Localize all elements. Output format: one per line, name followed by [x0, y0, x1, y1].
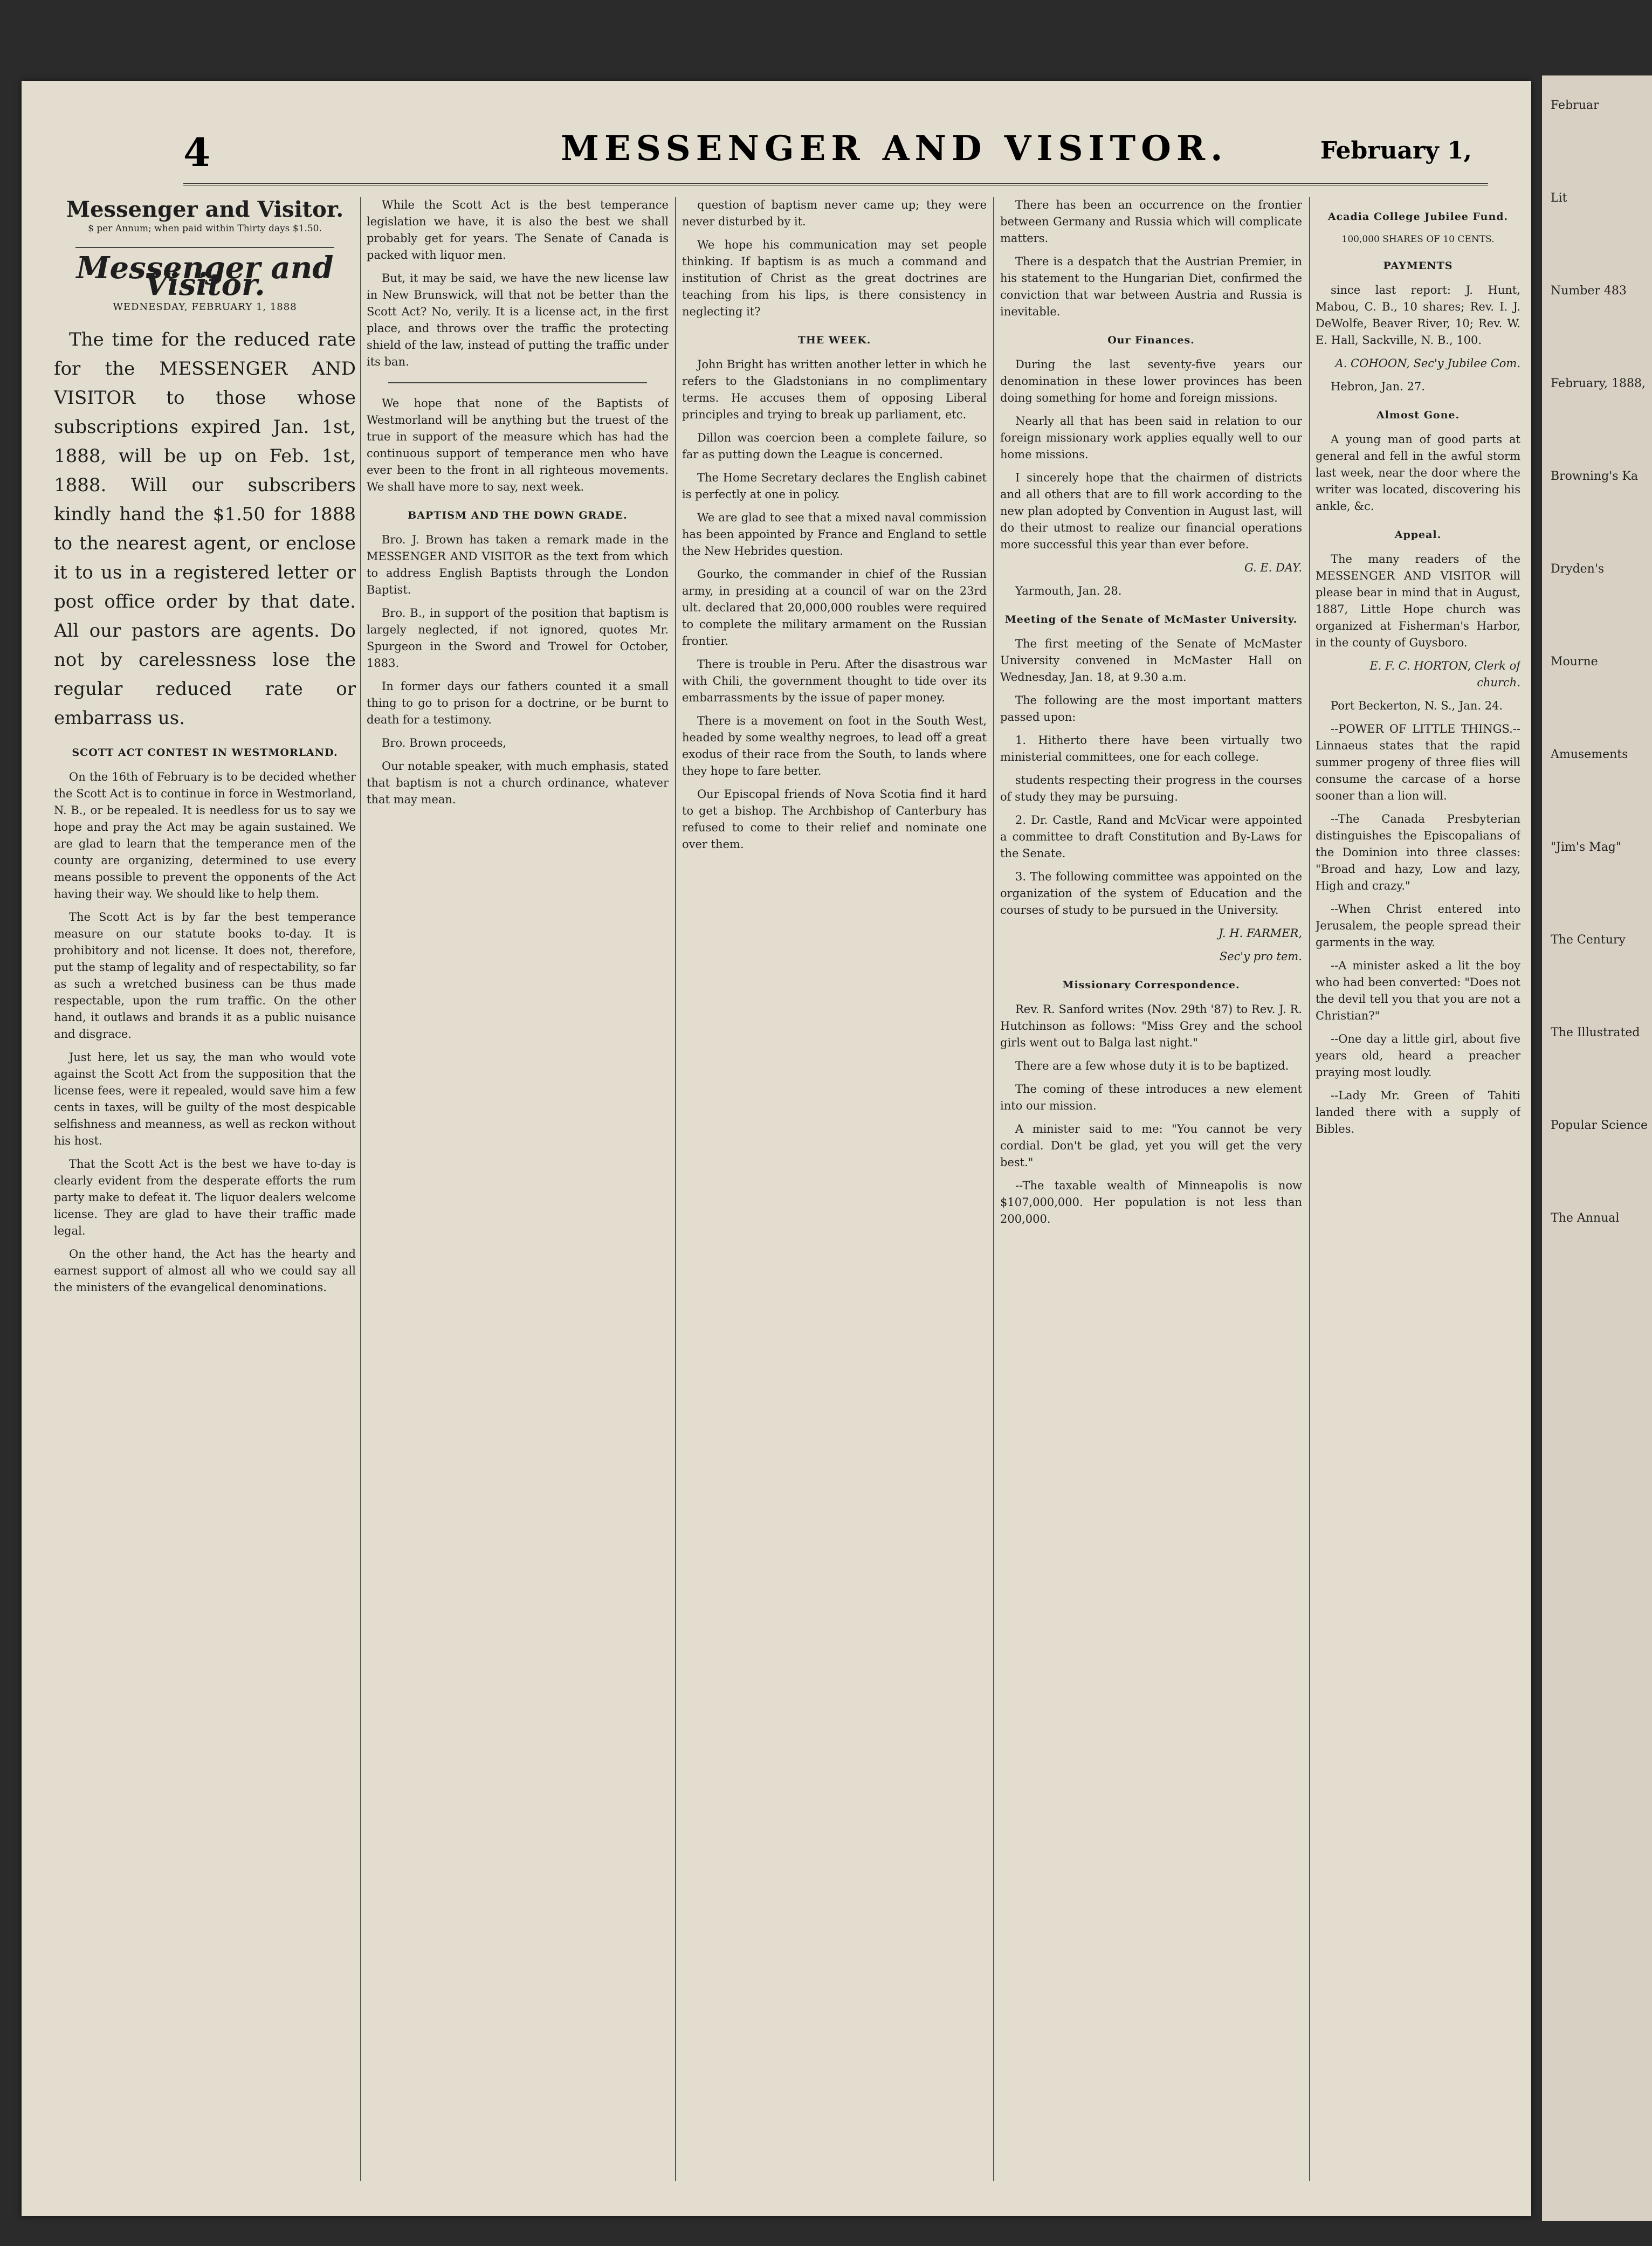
signature: E. F. C. HORTON, Clerk of church.	[1369, 659, 1520, 689]
section-heading: BAPTISM AND THE DOWN GRADE.	[408, 509, 628, 521]
article-paragraph: students respecting their progress in the courses of study they may be pursuing.	[1000, 774, 1302, 803]
edge-text-line: The Illustrated	[1551, 1026, 1640, 1039]
subscription-terms: $ per Annum; when paid within Thirty days $1.50.	[88, 223, 322, 234]
article-paragraph: During the last seventy-five years our denomination in these lower provinces has been doing something for home and foreign missions.	[1000, 358, 1302, 404]
column-4	[1000, 197, 1302, 2192]
article-paragraph: John Bright has written another letter in which he refers to the Gladstonians in no complimentary terms. He accuses them of opposing Liberal principles and trying to break up parliament, etc.	[682, 358, 987, 421]
article-paragraph: Our notable speaker, with much emphasis, stated that baptism is not a church ordinance, whatever that may mean.	[367, 760, 669, 806]
divider	[75, 247, 334, 248]
article-paragraph: We are glad to see that a mixed naval commission has been appointed by France and England to settle the New Hebrides question.	[682, 511, 987, 557]
article-paragraph: There has been an occurrence on the frontier between Germany and Russia which will complicate matters.	[1000, 198, 1302, 245]
article-paragraph: A young man of good parts at general and fell in the awful storm last week, near the door where the writer was located, discovering his ankle, &c.	[1316, 433, 1520, 513]
signature: J. H. FARMER,	[1219, 927, 1302, 940]
section-heading: Meeting of the Senate of McMaster University.	[1004, 614, 1298, 625]
edge-text-line: Mourne	[1551, 655, 1598, 669]
article-paragraph: There are a few whose duty it is to be baptized.	[1015, 1059, 1289, 1072]
article-paragraph: On the 16th of February is to be decided whether the Scott Act is to continue in force in Westmorland, N. B., or be repealed. It is needless for us to say we hope and pray the Act may be again sustained. We are glad to learn that the temperance men of the county are organizing, determined to use every means possible to prevent the opponents of the Act having their way. We should like to help them.	[54, 770, 356, 900]
article-paragraph: Just here, let us say, the man who would vote against the Scott Act from the supposition that the license fees, were it repealed, would save him a few cents in taxes, will be guilty of the most despicable selfishness and meanness, as well as reckon without his host.	[54, 1051, 356, 1147]
article-paragraph: I sincerely hope that the chairmen of districts and all others that are to fill work according to the new plan adopted by Convention in August last, will do their utmost to realize our financial operations more successful this year than ever before.	[1000, 471, 1302, 551]
dateline: WEDNESDAY, FEBRUARY 1, 1888	[113, 301, 297, 313]
edge-text-line: "Jim's Mag"	[1551, 840, 1622, 854]
nameplate-top: Messenger and Visitor.	[66, 197, 344, 222]
edge-text-line: February, 1888,	[1551, 377, 1646, 390]
article-paragraph: --One day a little girl, about five years old, heard a preacher praying most loudly.	[1316, 1032, 1520, 1079]
place-date: Yarmouth, Jan. 28.	[1015, 584, 1122, 597]
article-paragraph: We hope that none of the Baptists of Westmorland will be anything but the truest of the true in support of the measure which has had the continuous support of temperance men who have ever been to the front in all righteous movements. We shall have more to say, next week.	[367, 397, 669, 493]
section-heading: Missionary Correspondence.	[1062, 979, 1240, 991]
article-paragraph: 2. Dr. Castle, Rand and McVicar were appointed a committee to draft Constitution and By-Laws for the Senate.	[1000, 814, 1302, 860]
column-3	[682, 197, 987, 2192]
edge-text-line: Popular Science	[1551, 1119, 1648, 1132]
adjacent-page-edge	[1542, 75, 1652, 2221]
article-paragraph: since last report: J. Hunt, Mabou, C. B., 10 shares; Rev. I. J. DeWolfe, Beaver River, 10; Rev. W. E. Hall, Sackville, N. B., 100.	[1316, 284, 1520, 347]
edge-text-line: Lit	[1551, 191, 1567, 205]
article-paragraph: The first meeting of the Senate of McMaster University convened in McMaster Hall on Wednesday, Jan. 18, at 9.30 a.m.	[1000, 637, 1302, 684]
section-heading: PAYMENTS	[1383, 260, 1453, 272]
article-paragraph: 3. The following committee was appointed on the organization of the system of Education and the courses of study to be pursued in the University.	[1000, 870, 1302, 917]
column-6	[1316, 197, 1520, 2192]
article-paragraph: Bro. Brown proceeds,	[382, 736, 507, 749]
edge-text-line: Number 483	[1551, 284, 1627, 298]
article-paragraph: In former days our fathers counted it a small thing to go to prison for a doctrine, or be burnt to death for a testimony.	[367, 680, 669, 726]
article-paragraph: Bro. B., in support of the position that baptism is largely neglected, if not ignored, quotes Mr. Spurgeon in the Sword and Trowel for October, 1883.	[367, 607, 669, 670]
edge-text-line: Dryden's	[1551, 562, 1605, 576]
issue-date: February 1,	[1320, 137, 1472, 164]
article-paragraph: --The taxable wealth of Minneapolis is now $107,000,000. Her population is not less than 200,000.	[1000, 1179, 1302, 1225]
subheading: 100,000 SHARES OF 10 CENTS.	[1341, 234, 1495, 245]
article-paragraph: The many readers of the MESSENGER AND VISITOR will please bear in mind that in August, 1887, Little Hope church was organized at Fisherman's Harbor, in the county of Guysboro.	[1316, 553, 1520, 649]
section-heading: Acadia College Jubilee Fund.	[1327, 211, 1509, 223]
article-paragraph: --Lady Mr. Green of Tahiti landed there with a supply of Bibles.	[1316, 1089, 1520, 1135]
article-paragraph: We hope his communication may set people thinking. If baptism is as much a command and institution of Christ as the great doctrines are teaching from his lips, is there consistency in neglecting it?	[682, 238, 987, 318]
article-paragraph: The following are the most important matters passed upon:	[1000, 694, 1302, 724]
edge-text-line: The Annual	[1551, 1211, 1620, 1225]
section-heading: Almost Gone.	[1376, 409, 1460, 421]
article-paragraph: question of baptism never came up; they were never disturbed by it.	[682, 198, 987, 228]
article-paragraph: Rev. R. Sanford writes (Nov. 29th '87) to Rev. J. R. Hutchinson as follows: "Miss Grey and the school girls went out to Balga last night."	[1000, 1003, 1302, 1049]
article-paragraph: Dillon was coercion been a complete failure, so far as putting down the League is concerned.	[682, 431, 987, 461]
article-paragraph: There is a movement on foot in the South West, headed by some wealthy negroes, to lead off a great exodus of their race from the South, to lands where they hope to fare better.	[682, 714, 987, 777]
section-heading: Our Finances.	[1107, 334, 1195, 346]
article-paragraph: The coming of these introduces a new element into our mission.	[1000, 1083, 1302, 1112]
signature: G. E. DAY.	[1244, 561, 1302, 574]
edge-text-line: Browning's Ka	[1551, 470, 1639, 483]
article-paragraph: But, it may be said, we have the new license law in New Brunswick, will that not be better than the Scott Act? No, verily. It is a license act, in the first place, and throws over the traffic the protecting shield of the law, instead of putting the traffic under its ban.	[367, 272, 669, 368]
section-heading: Appeal.	[1394, 529, 1442, 541]
article-paragraph: Our Episcopal friends of Nova Scotia find it hard to get a bishop. The Archbishop of Canterbury has refused to come to their relief and nominate one over them.	[682, 788, 987, 851]
masthead	[183, 124, 1488, 185]
article-paragraph: While the Scott Act is the best temperance legislation we have, it is also the best we shall probably get for years. The Senate of Canada is packed with liquor men.	[367, 198, 669, 261]
column-rule	[675, 197, 676, 2181]
article-paragraph: Gourko, the commander in chief of the Russian army, in presiding at a council of war on the 23rd ult. declared that 20,000,000 roubles were required to complete the military armament on the Russian frontier.	[682, 568, 987, 647]
paper-title: MESSENGER AND VISITOR.	[561, 128, 1228, 169]
article-paragraph: On the other hand, the Act has the hearty and earnest support of almost all who we could say all the ministers of the evangelical denominations.	[54, 1248, 356, 1294]
signature: A. COHOON, Sec'y Jubilee Com.	[1335, 357, 1520, 370]
column-2	[367, 197, 669, 2192]
article-paragraph: The Scott Act is by far the best temperance measure on our statute books to-day. It is prohibitory and not license. It does not, therefore, put the stamp of legality and of respectability, so far as such a wretched business can be thus made respectable, upon the rum traffic. On the other hand, it outlaws and brands it as a public nuisance and disgrace.	[54, 911, 356, 1041]
signature: Sec'y pro tem.	[1219, 950, 1302, 963]
column-rule	[1309, 197, 1310, 2181]
subscription-notice: The time for the reduced rate for the MESSENGER AND VISITOR to those whose subscriptions expired Jan. 1st, 1888, will be up on Feb. 1st, 1888. Will our subscribers kindly hand the $1.50 for 1888 to the nearest agent, or enclose it to us in a registered letter or post office order by that date. All our pastors are agents. Do not by carelessness lose the regular reduced rate or embarrass us.	[54, 329, 356, 729]
column-rule	[360, 197, 361, 2181]
place-date: Hebron, Jan. 27.	[1331, 380, 1425, 393]
article-paragraph: That the Scott Act is the best we have to-day is clearly evident from the desperate efforts the rum party make to defeat it. The liquor dealers welcome license. They are glad to have their traffic made legal.	[54, 1158, 356, 1237]
article-paragraph: There is trouble in Peru. After the disastrous war with Chili, the government thought to tide over its embarrassments by the issue of paper money.	[682, 658, 987, 704]
edge-text-line: Amusements	[1551, 748, 1628, 761]
edge-text-line: Februar	[1551, 99, 1599, 112]
article-paragraph: --The Canada Presbyterian distinguishes the Episcopalians of the Dominion into three classes: "Broad and hazy, Low and lazy, High and crazy."	[1316, 812, 1520, 892]
article-paragraph: --POWER OF LITTLE THINGS.--Linnaeus states that the rapid summer progeny of three flies will consume the carcase of a horse sooner than a lion will.	[1316, 722, 1520, 802]
place-date: Port Beckerton, N. S., Jan. 24.	[1331, 699, 1503, 712]
adjacent-page-text	[1542, 97, 1652, 1227]
article-paragraph: 1. Hitherto there have been virtually two ministerial committees, one for each college.	[1000, 734, 1302, 763]
section-heading: THE WEEK.	[797, 334, 871, 346]
article-paragraph: The Home Secretary declares the English cabinet is perfectly at one in policy.	[682, 471, 987, 501]
article-paragraph: There is a despatch that the Austrian Premier, in his statement to the Hungarian Diet, confirmed the conviction that war between Austria and Russia is inevitable.	[1000, 255, 1302, 318]
edge-text-line: The Century	[1551, 933, 1626, 947]
article-paragraph: Nearly all that has been said in relation to our foreign missionary work applies equally well to our home missions.	[1000, 415, 1302, 461]
section-heading: SCOTT ACT CONTEST IN WESTMORLAND.	[72, 747, 338, 759]
column-rule	[993, 197, 994, 2181]
nameplate-main: Messenger and Visitor.	[76, 250, 334, 302]
divider	[388, 382, 647, 383]
article-paragraph: A minister said to me: "You cannot be very cordial. Don't be glad, yet you will get the very best."	[1000, 1122, 1302, 1169]
page-number: 4	[183, 129, 211, 175]
article-paragraph: Bro. J. Brown has taken a remark made in the MESSENGER AND VISITOR as the text from which to address English Baptists through the London Baptist.	[367, 533, 669, 596]
article-paragraph: --When Christ entered into Jerusalem, the people spread their garments in the way.	[1316, 902, 1520, 949]
column-1	[54, 197, 356, 2192]
article-paragraph: --A minister asked a lit the boy who had been converted: "Does not the devil tell you that you are not a Christian?"	[1316, 959, 1520, 1022]
newspaper-page	[22, 81, 1531, 2216]
